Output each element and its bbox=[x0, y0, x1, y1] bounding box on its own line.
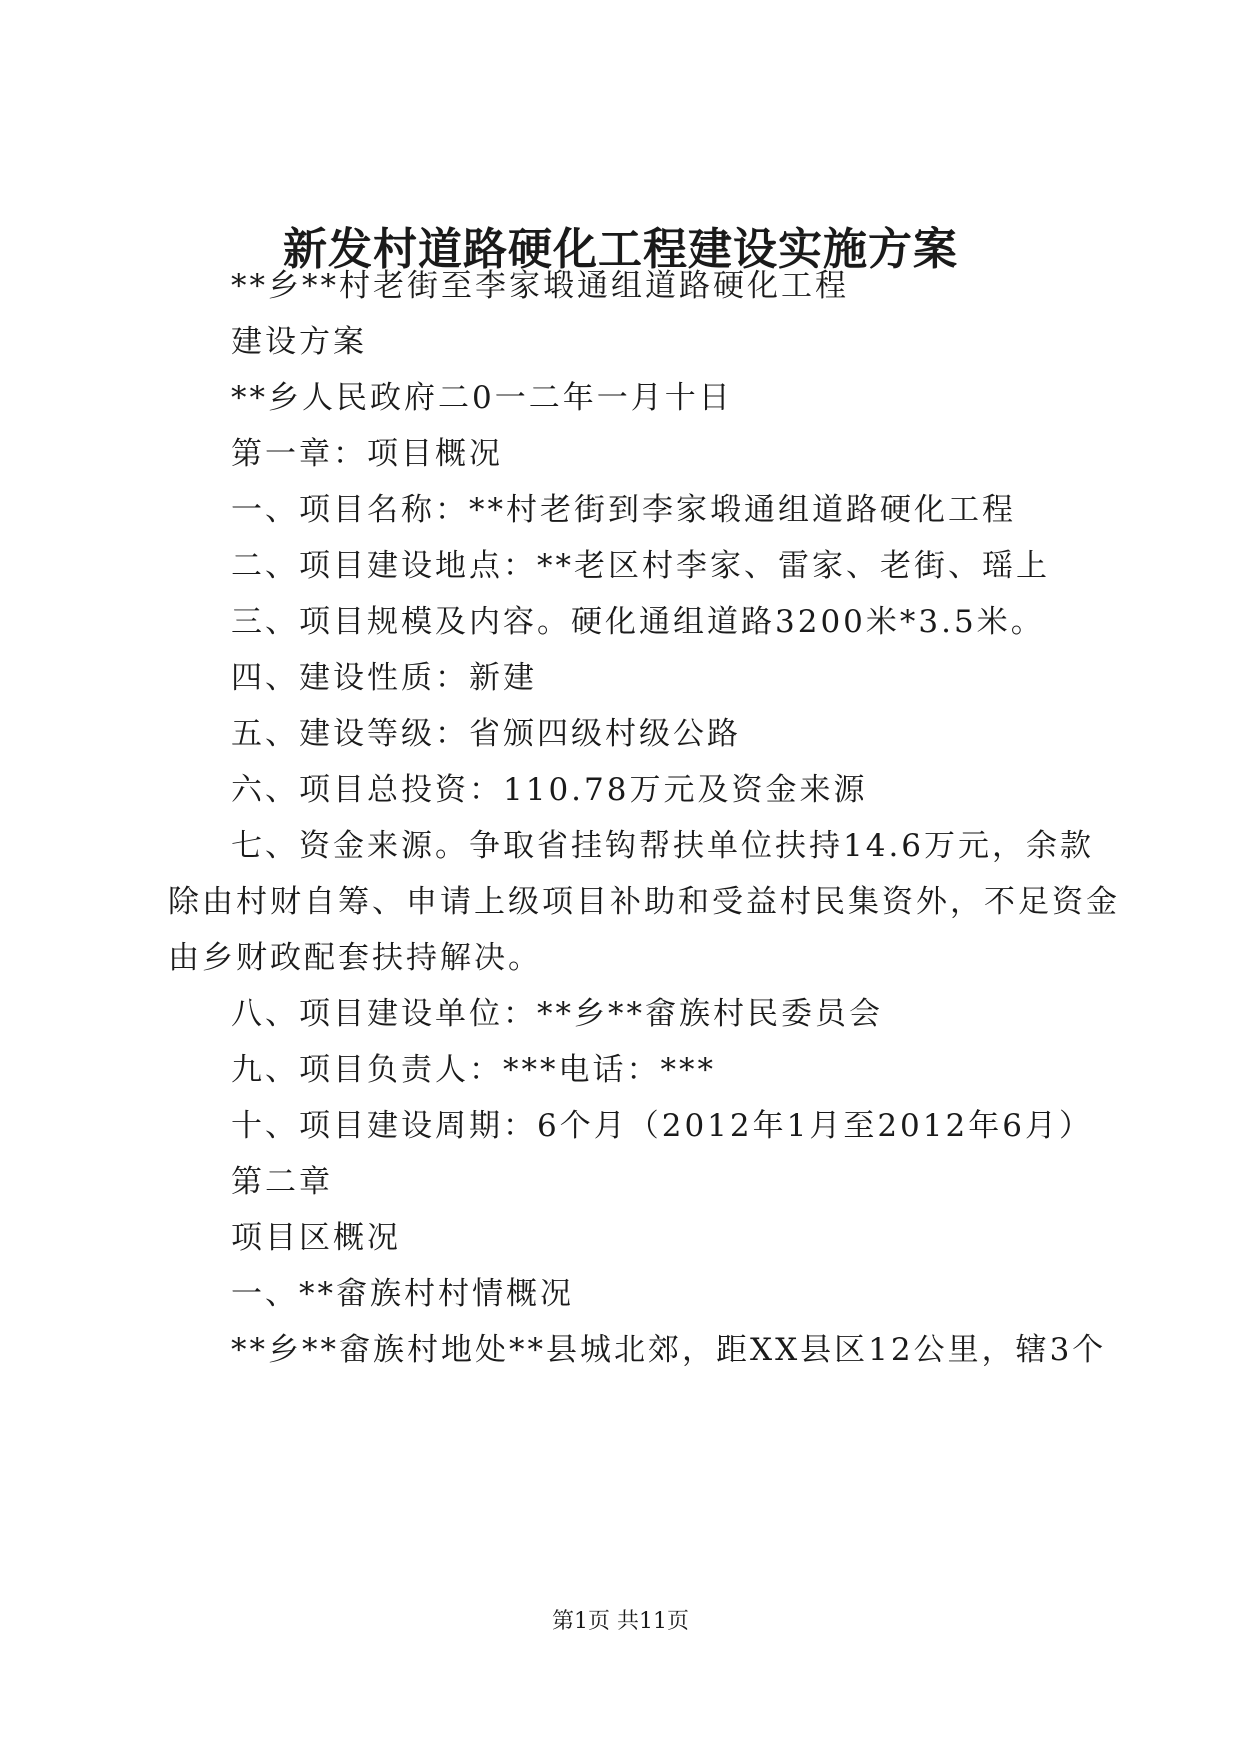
text-line-15: 九、项目负责人：***电话：*** bbox=[231, 1052, 716, 1088]
text-line-14: 八、项目建设单位：**乡**畲族村民委员会 bbox=[231, 996, 883, 1032]
chapter-heading-2: 第二章 bbox=[231, 1164, 333, 1200]
page-number-footer: 第1页 共11页 bbox=[552, 1609, 689, 1634]
document-title: 新发村道路硬化工程建设实施方案 bbox=[283, 224, 958, 275]
text-line-16: 十、项目建设周期：6个月（2012年1月至2012年6月） bbox=[231, 1108, 1093, 1144]
text-line-1: **乡**村老街至李家塅通组道路硬化工程 bbox=[231, 268, 849, 304]
text-line-5: 一、项目名称：**村老街到李家塅通组道路硬化工程 bbox=[231, 492, 1016, 528]
text-line-20: **乡**畲族村地处**县城北郊，距XX县区12公里，辖3个 bbox=[231, 1332, 1107, 1368]
text-line-12: 除由村财自筹、申请上级项目补助和受益村民集资外，不足资金 bbox=[168, 884, 1120, 920]
text-line-2: 建设方案 bbox=[231, 324, 367, 360]
text-line-10: 六、项目总投资：110.78万元及资金来源 bbox=[231, 772, 868, 808]
text-line-13: 由乡财政配套扶持解决。 bbox=[168, 940, 542, 976]
text-line-19: 一、**畲族村村情概况 bbox=[231, 1276, 574, 1312]
text-line-18: 项目区概况 bbox=[231, 1220, 401, 1256]
chapter-heading-1: 第一章：项目概况 bbox=[231, 436, 503, 472]
text-line-6: 二、项目建设地点：**老区村李家、雷家、老街、瑶上 bbox=[231, 548, 1050, 584]
text-line-9: 五、建设等级：省颁四级村级公路 bbox=[231, 716, 741, 752]
text-line-11: 七、资金来源。争取省挂钩帮扶单位扶持14.6万元，余款 bbox=[231, 828, 1095, 864]
text-line-7: 三、项目规模及内容。硬化通组道路3200米*3.5米。 bbox=[231, 604, 1045, 640]
text-line-8: 四、建设性质：新建 bbox=[231, 660, 537, 696]
text-line-3: **乡人民政府二0一二年一月十日 bbox=[231, 380, 733, 416]
